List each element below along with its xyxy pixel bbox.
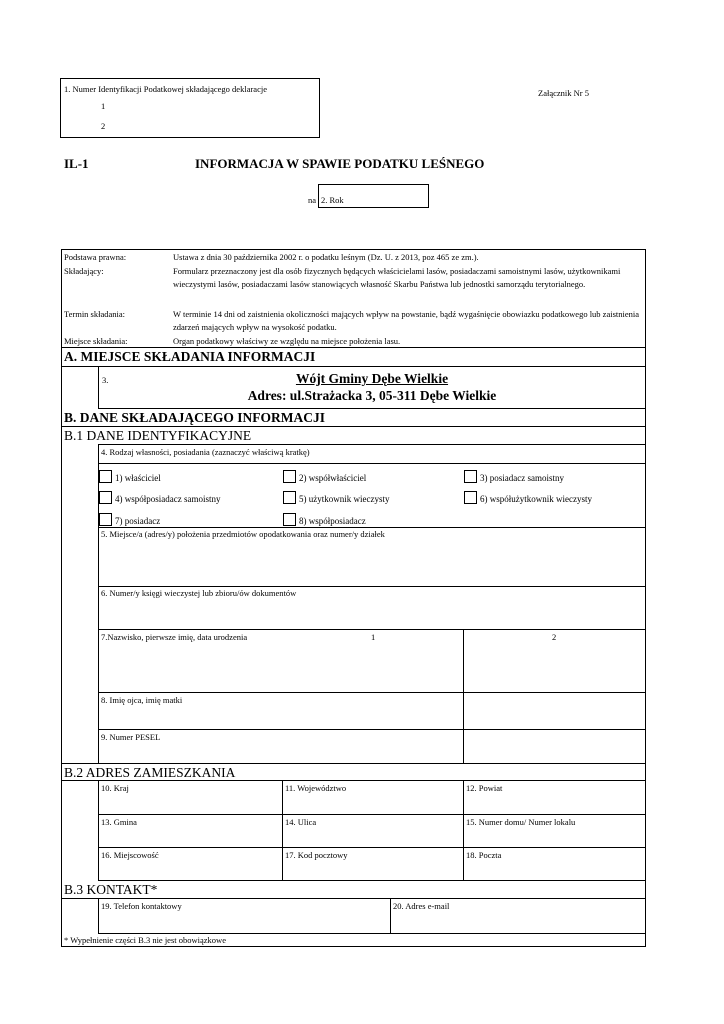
section-a-title: A. MIEJSCE SKŁADANIA INFORMACJI [64,349,316,364]
county-label[interactable]: 12. Powiat [466,783,503,793]
divider [98,847,646,848]
section-b1-title: B.1 DANE IDENTYFIKACYJNE [64,428,252,443]
office-address: Adres: ul.Strażacka 3, 05-311 Dębe Wielkie [247,388,497,403]
option-2-checkbox[interactable] [283,470,296,483]
name-label: 7.Nazwisko, pierwsze imię, data urodzenia [101,632,248,642]
nip-line-1: 1 [101,101,106,111]
ownership-label: 4. Rodzaj własności, posiadania (zaznaczyć właściwą kratkę) [101,447,310,457]
divider [98,463,646,464]
city-label[interactable]: 16. Miejscowość [101,850,159,860]
divider [98,814,646,815]
divider [61,347,646,348]
postal-code-label[interactable]: 17. Kod pocztowy [285,850,348,860]
voivodeship-label[interactable]: 11. Województwo [285,783,347,793]
option-5-checkbox[interactable] [283,491,296,504]
divider [390,898,391,934]
email-label[interactable]: 20. Adres e-mail [393,901,450,911]
footnote: * Wypełnienie części B.3 nie jest obowiązkowe [64,935,226,945]
option-1-label: 1) właściciel [115,473,161,483]
office-name: Wójt Gminy Dębe Wielkie [295,371,449,386]
column-1-label: 1 [371,632,376,642]
street-label[interactable]: 14. Ulica [285,817,317,827]
post-office-label[interactable]: 18. Poczta [466,850,502,860]
year-prefix: na [308,195,317,205]
option-7-checkbox[interactable] [99,513,112,526]
option-6-checkbox[interactable] [464,491,477,504]
section-b3-title: B.3 KONTAKT* [64,882,158,897]
parents-label: 8. Imię ojca, imię matki [101,695,183,705]
basis-text-2: Formularz przeznaczony jest dla osób fizycznych będących właścicielami lasów, posiadaczami samoistnymi lasów, użytkownikami wieczystymi lasów, posiadaczami lasów stanowiących własność Skarbu Państwa lub jednostki samorządu terytorialnego. [173,266,621,289]
divider [61,426,646,427]
year-label: 2. Rok [321,195,344,205]
nip-line-2: 2 [101,121,106,131]
option-6-label: 6) współużytkownik wieczysty [480,494,592,504]
divider [463,780,464,881]
option-1-checkbox[interactable] [99,470,112,483]
option-5-label: 5) użytkownik wieczysty [299,494,390,504]
book-label: 6. Numer/y księgi wieczystej lub zbioru/ów dokumentów [101,588,297,598]
basis-label-4: Miejsce składania: [64,336,128,346]
attachment-label: Załącznik Nr 5 [538,88,589,98]
option-4-checkbox[interactable] [99,491,112,504]
option-2-label: 2) współwłaściciel [299,473,367,483]
section-b2-title: B.2 ADRES ZAMIESZKANIA [64,765,236,780]
divider [282,780,283,881]
phone-label[interactable]: 19. Telefon kontaktowy [101,901,182,911]
page-title: INFORMACJA W SPAWIE PODATKU LEŚNEGO [195,156,485,171]
basis-text-1: Ustawa z dnia 30 października 2002 r. o podatku leśnym (Dz. U. z 2013, poz 465 ze zm.). [173,252,479,262]
option-8-checkbox[interactable] [283,513,296,526]
divider [61,763,646,764]
nip-label: 1. Numer Identyfikacji Podatkowej składającego deklaracje [64,84,267,94]
basis-label-1: Podstawa prawna: [64,252,127,262]
pesel-field[interactable] [98,729,646,764]
basis-text-4: Organ podatkowy właściwy ze względu na miejsce położenia lasu. [173,336,401,346]
address-grid [98,780,646,881]
basis-label-2: Składający: [64,266,104,276]
house-number-label[interactable]: 15. Numer domu/ Numer lokalu [466,817,576,827]
section-b-title: B. DANE SKŁADAJĄCEGO INFORMACJI [64,410,326,425]
option-4-label: 4) współposiadacz samoistny [115,494,221,504]
column-2-label: 2 [552,632,557,642]
location-label: 5. Miejsce/a (adres/y) położenia przedmiotów opodatkowania oraz numer/y działek [101,529,385,539]
basis-text-3: W terminie 14 dni od zaistnienia okoliczności mających wpływ na powstanie, bądź wygaśnięcie obowiazku podatkowego lub zaistnienia zdarzeń mających wpływ na wysokość podatku. [173,309,640,332]
option-3-checkbox[interactable] [464,470,477,483]
option-3-label: 3) posiadacz samoistny [480,473,564,483]
basis-label-3: Termin składania: [64,309,126,319]
option-8-label: 8) współposiadacz [299,516,366,526]
office-field-no: 3. [102,375,109,385]
option-7-label: 7) posiadacz [115,516,161,526]
pesel-label: 9. Numer PESEL [101,732,161,742]
country-label[interactable]: 10. Kraj [101,783,129,793]
commune-label[interactable]: 13. Gmina [101,817,137,827]
form-code: IL-1 [64,156,89,171]
